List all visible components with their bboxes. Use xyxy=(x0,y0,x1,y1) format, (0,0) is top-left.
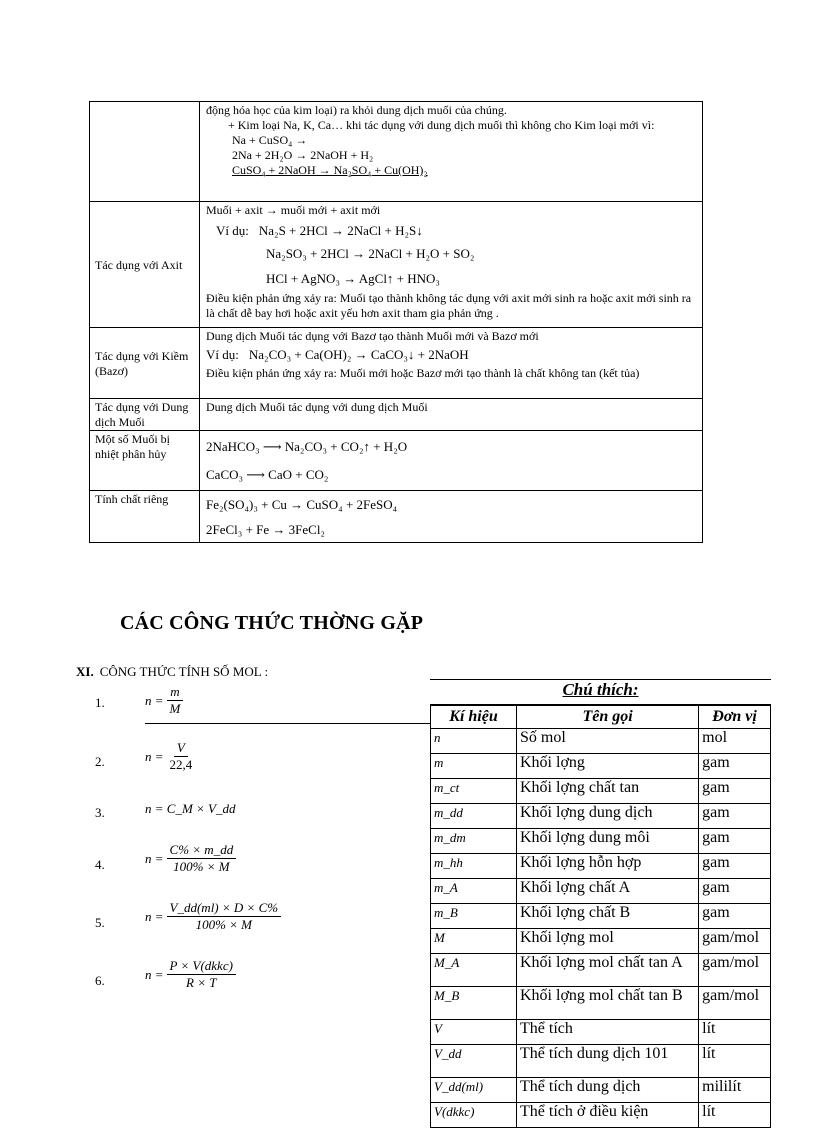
symbol-cell: M_B xyxy=(431,987,517,1020)
table-row xyxy=(431,904,771,929)
column-header: Kí hiệu xyxy=(431,705,517,729)
unit-cell: gam/mol xyxy=(699,954,771,987)
unit-cell: mililít xyxy=(699,1078,771,1103)
row-label: Tác dụng với Axit xyxy=(90,202,200,328)
table-row xyxy=(90,431,703,491)
symbol-cell: m_ct xyxy=(431,779,517,804)
table-row xyxy=(431,754,771,779)
text-line: + Kim loại Na, K, Ca… khi tác dụng với dung dịch muối thì không cho Kim loại mới vì: xyxy=(228,118,655,132)
table-row xyxy=(431,879,771,904)
equation: HCl + AgNO₃ → AgCl↑ + HNO₃ xyxy=(266,271,440,286)
formula-number: 6. xyxy=(95,973,105,988)
equation: 2NaHCO₃ ⟶ Na₂CO₃ + CO₂↑ + H₂O xyxy=(206,439,408,454)
unit-cell: lít xyxy=(699,1045,771,1078)
table-row xyxy=(90,328,703,399)
text-line: Muối + axit → muối mới + axit mới xyxy=(206,203,381,217)
formula-5: n = $\frac{V\_dd(ml) \times D \times C\%}{100\% \times M}$ xyxy=(145,900,281,933)
equation: 2FeCl₃ + Fe → 3FeCl₂ xyxy=(206,522,325,537)
name-cell: Khối lợng mol xyxy=(517,929,699,954)
name-cell: Khối lợng chất B xyxy=(517,904,699,929)
formula-2: n = $\frac{V}{22,4}$ xyxy=(145,740,193,772)
unit-cell: gam xyxy=(699,779,771,804)
text-line: Dung dịch Muối tác dụng với Bazơ tạo thành Muối mới và Bazơ mới xyxy=(206,329,539,343)
equation: Na₂SO₃ + 2HCl → 2NaCl + H₂O + SO₂ xyxy=(266,246,475,261)
text-line: Điều kiện phản ứng xảy ra: Muối tạo thành không tác dụng với axit mới sinh ra hoặc axit mới sinh ra là chất dễ bay hơi hoặc axit yếu hơn axit tham gia phản ứng . xyxy=(206,291,692,320)
name-cell: Khối lợng mol chất tan A xyxy=(517,954,699,987)
example-label: Ví dụ: xyxy=(206,347,239,362)
formula-4: n = $\frac{C\% \times m\_dd}{100\% \times M}$ xyxy=(145,842,236,875)
unit-cell: gam xyxy=(699,879,771,904)
unit-cell: lít xyxy=(699,1103,771,1128)
row-content xyxy=(200,102,703,202)
unit-cell: gam xyxy=(699,804,771,829)
unit-cell: gam xyxy=(699,754,771,779)
legend-body xyxy=(431,729,771,1128)
formula-number: 1. xyxy=(95,695,105,710)
row-label: Một số Muối bị nhiệt phân hủy xyxy=(90,431,200,491)
symbol-cell: m_B xyxy=(431,904,517,929)
equation: Fe₂(SO₄)₃ + Cu → CuSO₄ + 2FeSO₄ xyxy=(206,497,398,512)
formula-number: 4. xyxy=(95,857,105,872)
name-cell: Khối lợng chất A xyxy=(517,879,699,904)
name-cell: Thể tích ở điều kiện xyxy=(517,1103,699,1128)
symbol-cell: V_dd(ml) xyxy=(431,1078,517,1103)
symbol-cell: m_dd xyxy=(431,804,517,829)
table-row xyxy=(90,102,703,202)
symbol-cell: m_A xyxy=(431,879,517,904)
text-line: Dung dịch Muối tác dụng với dung dịch Muối xyxy=(206,400,428,414)
unit-cell: lít xyxy=(699,1020,771,1045)
name-cell: Khối lợng hỗn hợp xyxy=(517,854,699,879)
column-header: Tên gọi xyxy=(517,705,699,729)
name-cell: Khối lợng dung dịch xyxy=(517,804,699,829)
name-cell: Số mol xyxy=(517,729,699,754)
table-row xyxy=(431,987,771,1020)
name-cell: Khối lợng mol chất tan B xyxy=(517,987,699,1020)
table-row xyxy=(431,929,771,954)
symbol-cell: M xyxy=(431,929,517,954)
symbol-cell: V_dd xyxy=(431,1045,517,1078)
text-line: Điều kiện phản ứng xảy ra: Muối mới hoặc Bazơ mới tạo thành là chất không tan (kết tủa) xyxy=(206,366,640,380)
symbol-cell: m_dm xyxy=(431,829,517,854)
name-cell: Thể tích xyxy=(517,1020,699,1045)
table-row xyxy=(431,804,771,829)
row-content xyxy=(200,431,703,491)
symbol-cell: m xyxy=(431,754,517,779)
formula-number: 2. xyxy=(95,754,105,769)
table-row xyxy=(90,202,703,328)
equation: Ví dụ: Na₂S + 2HCl → 2NaCl + H₂S↓ xyxy=(206,221,698,241)
equation: Ví dụ: Na₂CO₃ + Ca(OH)₂ → CaCO₃↓ + 2NaOH xyxy=(206,347,469,362)
legend-header-row xyxy=(431,705,771,729)
row-label: Tính chất riêng xyxy=(90,491,200,543)
formula-number: 5. xyxy=(95,915,105,930)
table-row xyxy=(431,1020,771,1045)
equation: 2Na + 2H₂O → 2NaOH + H₂ xyxy=(232,148,374,162)
formula-1: n = $\frac{m}{M}$ xyxy=(145,684,183,717)
row-label xyxy=(90,102,200,202)
name-cell: Khối lợng dung môi xyxy=(517,829,699,854)
symbol-cell: m_hh xyxy=(431,854,517,879)
legend-table xyxy=(430,704,771,1128)
name-cell: Khối lợng chất tan xyxy=(517,779,699,804)
row-content xyxy=(200,491,703,543)
salt-properties-table xyxy=(89,101,703,543)
symbol-cell: M_A xyxy=(431,954,517,987)
text-line: động hóa học của kim loại) ra khỏi dung dịch muối của chúng. xyxy=(206,103,507,117)
unit-cell: gam xyxy=(699,854,771,879)
formula-number: 3. xyxy=(95,805,105,820)
row-label: Tác dụng với Kiềm (Bazơ) xyxy=(90,328,200,399)
table-row xyxy=(431,854,771,879)
row-label: Tác dụng với Dung dịch Muối xyxy=(90,399,200,431)
name-cell: Thể tích dung dịch 101 xyxy=(517,1045,699,1078)
name-cell: Thể tích dung dịch xyxy=(517,1078,699,1103)
table-row xyxy=(90,491,703,543)
table-row xyxy=(431,1103,771,1128)
column-header: Đơn vị xyxy=(699,705,771,729)
table-row xyxy=(431,1045,771,1078)
table-row xyxy=(431,779,771,804)
unit-cell: gam/mol xyxy=(699,929,771,954)
unit-cell: gam xyxy=(699,829,771,854)
section-title: XI. CÔNG THỨC TÍNH SỐ MOL : xyxy=(76,664,269,679)
divider xyxy=(145,723,430,724)
equation: CaCO₃ ⟶ CaO + CO₂ xyxy=(206,467,329,482)
legend-title: Chú thích: xyxy=(562,680,639,699)
unit-cell: gam xyxy=(699,904,771,929)
symbol-cell: V(dkkc) xyxy=(431,1103,517,1128)
formula-3: n = C_M × V_dd xyxy=(145,801,236,816)
equation: CuSO₄ + 2NaOH → Na₂SO₄ + Cu(OH)₂ xyxy=(232,163,428,177)
row-content xyxy=(200,399,703,431)
row-content xyxy=(200,202,703,328)
example-label: Ví dụ: xyxy=(216,223,249,238)
table-row xyxy=(90,399,703,431)
equation: Na + CuSO₄ → xyxy=(232,133,308,147)
section-number: XI. xyxy=(76,664,94,679)
symbol-cell: n xyxy=(431,729,517,754)
table-row xyxy=(431,829,771,854)
table-row xyxy=(431,729,771,754)
formula-6: n = $\frac{\text{P × V(dkkc)}}{R \times T}$ xyxy=(145,958,236,991)
unit-cell: mol xyxy=(699,729,771,754)
table-row xyxy=(431,1078,771,1103)
name-cell: Khối lợng xyxy=(517,754,699,779)
page-heading: CÁC CÔNG THỨC THỜNG GẶP xyxy=(120,612,424,634)
table-row xyxy=(431,954,771,987)
row-content xyxy=(200,328,703,399)
unit-cell: gam/mol xyxy=(699,987,771,1020)
symbol-cell: V xyxy=(431,1020,517,1045)
